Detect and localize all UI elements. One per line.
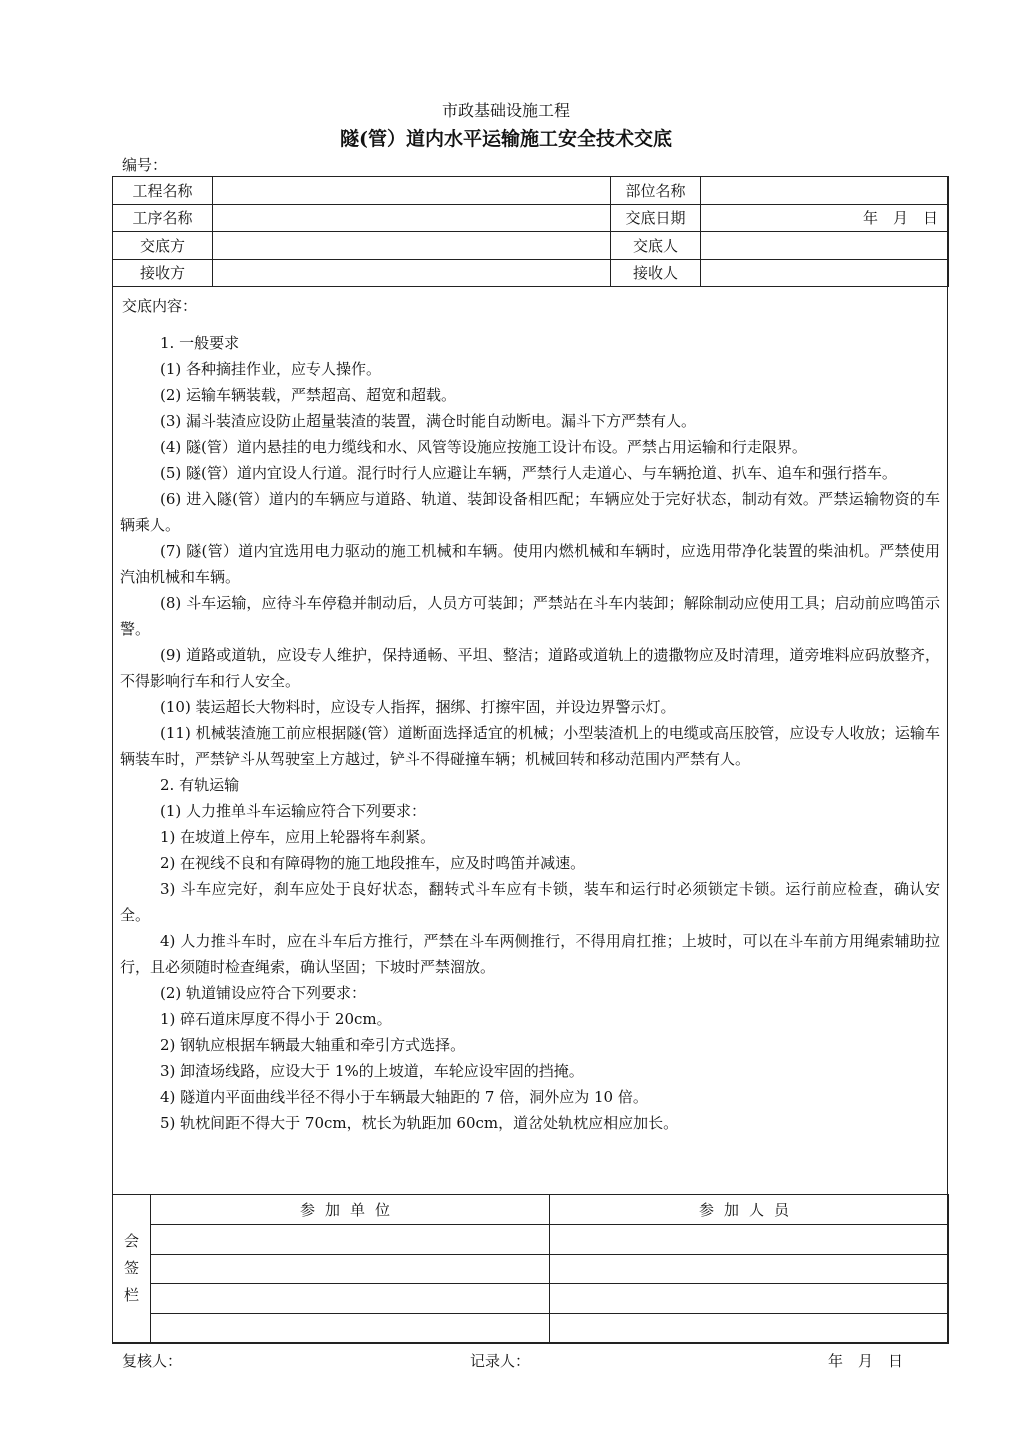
- content-paragraph: 4) 隧道内平面曲线半径不得小于车辆最大轴距的 7 倍，洞外应为 10 倍。: [160, 1088, 648, 1106]
- sign-side-char: 签: [123, 1259, 139, 1278]
- people-cell[interactable]: [550, 1254, 949, 1284]
- project-name-label: 工程名称: [113, 177, 213, 205]
- people-cell[interactable]: [550, 1284, 949, 1314]
- part-name-field[interactable]: [701, 177, 949, 205]
- info-table: [112, 176, 949, 287]
- reviewer-label: 复核人：: [122, 1352, 183, 1370]
- table-row: [113, 177, 949, 205]
- content-paragraph: (2) 轨道铺设应符合下列要求：: [160, 984, 367, 1002]
- content-paragraph: (9) 道路或道轨，应设专人维护，保持通畅、平坦、整洁；道路或道轨上的遗撒物应及时清理，道旁堆料应码放整齐，不得影响行车和行人安全。: [120, 646, 940, 690]
- people-header: 参加人员: [550, 1195, 949, 1225]
- content-paragraph: 1) 在坡道上停车，应用上轮器将车刹紧。: [160, 828, 436, 846]
- content-paragraph: (6) 进入隧(管）道内的车辆应与道路、轨道、装卸设备相匹配；车辆应处于完好状态，制动有效。严禁运输物资的车辆乘人。: [120, 490, 940, 534]
- content-paragraph: 2) 钢轨应根据车辆最大轴重和牵引方式选择。: [160, 1036, 466, 1054]
- table-row: [113, 1195, 949, 1225]
- header-top: 市政基础设施工程: [441, 101, 570, 120]
- table-row: [113, 259, 949, 287]
- footer-date: 年 月 日: [828, 1352, 904, 1370]
- receiver-field[interactable]: [213, 259, 611, 287]
- content-paragraph: (11) 机械装渣施工前应根据隧(管）道断面选择适宜的机械；小型装渣机上的电缆或高压胶管，应设专人收放；运输车辆装车时，严禁铲斗从驾驶室上方越过，铲斗不得碰撞车辆；机械回转和移动范围内严禁有人。: [120, 724, 940, 768]
- receiver-person-field[interactable]: [701, 259, 949, 287]
- table-row: [113, 1254, 949, 1284]
- content-paragraph: (1) 各种摘挂作业，应专人操作。: [160, 360, 382, 378]
- content-paragraph: (1) 人力推单斗车运输应符合下列要求：: [160, 802, 427, 820]
- content-paragraph: 1. 一般要求: [160, 334, 240, 352]
- unit-header: 参加单位: [151, 1195, 550, 1225]
- content-paragraph: 5) 轨枕间距不得大于 70cm，枕长为轨距加 60cm，道岔处轨枕应相应加长。: [160, 1114, 679, 1132]
- issuer-person-field[interactable]: [701, 232, 949, 260]
- recorder-label: 记录人：: [470, 1352, 531, 1370]
- page-title: 隧(管）道内水平运输施工安全技术交底: [340, 128, 672, 150]
- sign-side-char: 会: [123, 1232, 139, 1251]
- process-name-field[interactable]: [213, 204, 611, 232]
- content-paragraph: 1) 碎石道床厚度不得小于 20cm。: [160, 1010, 392, 1028]
- content-paragraph: (5) 隧(管）道内宜设人行道。混行时行人应避让车辆，严禁行人走道心、与车辆抢道、扒车、追车和强行搭车。: [160, 464, 897, 482]
- content-paragraph: (10) 装运超长大物料时，应设专人指挥，捆绑、打擦牢固，并设边界警示灯。: [160, 698, 676, 716]
- content-paragraph: 2. 有轨运输: [160, 776, 240, 794]
- content-paragraph: 4) 人力推斗车时，应在斗车后方推行，严禁在斗车两侧推行，不得用肩扛推；上坡时，可以在斗车前方用绳索辅助拉行，且必须随时检查绳索，确认坚固；下坡时严禁溜放。: [120, 932, 940, 976]
- part-name-label: 部位名称: [611, 177, 701, 205]
- unit-cell[interactable]: [151, 1254, 550, 1284]
- date-label: 交底日期: [611, 204, 701, 232]
- unit-cell[interactable]: [151, 1224, 550, 1254]
- content-paragraph: (4) 隧(管）道内悬挂的电力缆线和水、风管等设施应按施工设计布设。严禁占用运输和行走限界。: [160, 438, 807, 456]
- content-paragraph: (7) 隧(管）道内宜选用电力驱动的施工机械和车辆。使用内燃机械和车辆时，应选用带净化装置的柴油机。严禁使用汽油机械和车辆。: [120, 542, 940, 586]
- table-row: [113, 232, 949, 260]
- content-paragraph: 2) 在视线不良和有障碍物的施工地段推车，应及时鸣笛并减速。: [160, 854, 586, 872]
- content-paragraph: 3) 卸渣场线路，应设大于 1%的上坡道，车轮应设牢固的挡掩。: [160, 1062, 584, 1080]
- issuer-field[interactable]: [213, 232, 611, 260]
- content-paragraph: (2) 运输车辆装载，严禁超高、超宽和超载。: [160, 386, 457, 404]
- table-row: [113, 1224, 949, 1254]
- table-row: [113, 1314, 949, 1344]
- table-row: [113, 1284, 949, 1314]
- table-row: [113, 204, 949, 232]
- receiver-label: 接收方: [113, 259, 213, 287]
- people-cell[interactable]: [550, 1224, 949, 1254]
- content-body: [120, 330, 940, 1136]
- content-paragraph: (3) 漏斗装渣应设防止超量装渣的装置，满仓时能自动断电。漏斗下方严禁有人。: [160, 412, 697, 430]
- doc-number-label: 编号：: [122, 156, 168, 174]
- date-field[interactable]: 年 月 日: [701, 204, 949, 232]
- issuer-label: 交底方: [113, 232, 213, 260]
- unit-cell[interactable]: [151, 1314, 550, 1344]
- receiver-person-label: 接收人: [611, 259, 701, 287]
- sign-side-char: 栏: [123, 1286, 139, 1305]
- sign-side-label: [113, 1195, 151, 1344]
- issuer-person-label: 交底人: [611, 232, 701, 260]
- content-label: 交底内容：: [122, 297, 198, 315]
- sign-table: [112, 1194, 949, 1344]
- project-name-field[interactable]: [213, 177, 611, 205]
- process-name-label: 工序名称: [113, 204, 213, 232]
- content-paragraph: (8) 斗车运输，应待斗车停稳并制动后，人员方可装卸；严禁站在斗车内装卸；解除制动应使用工具；启动前应鸣笛示警。: [120, 594, 940, 638]
- content-paragraph: 3) 斗车应完好，刹车应处于良好状态，翻转式斗车应有卡锁，装车和运行时必须锁定卡锁。运行前应检查，确认安全。: [120, 880, 940, 924]
- unit-cell[interactable]: [151, 1284, 550, 1314]
- people-cell[interactable]: [550, 1314, 949, 1344]
